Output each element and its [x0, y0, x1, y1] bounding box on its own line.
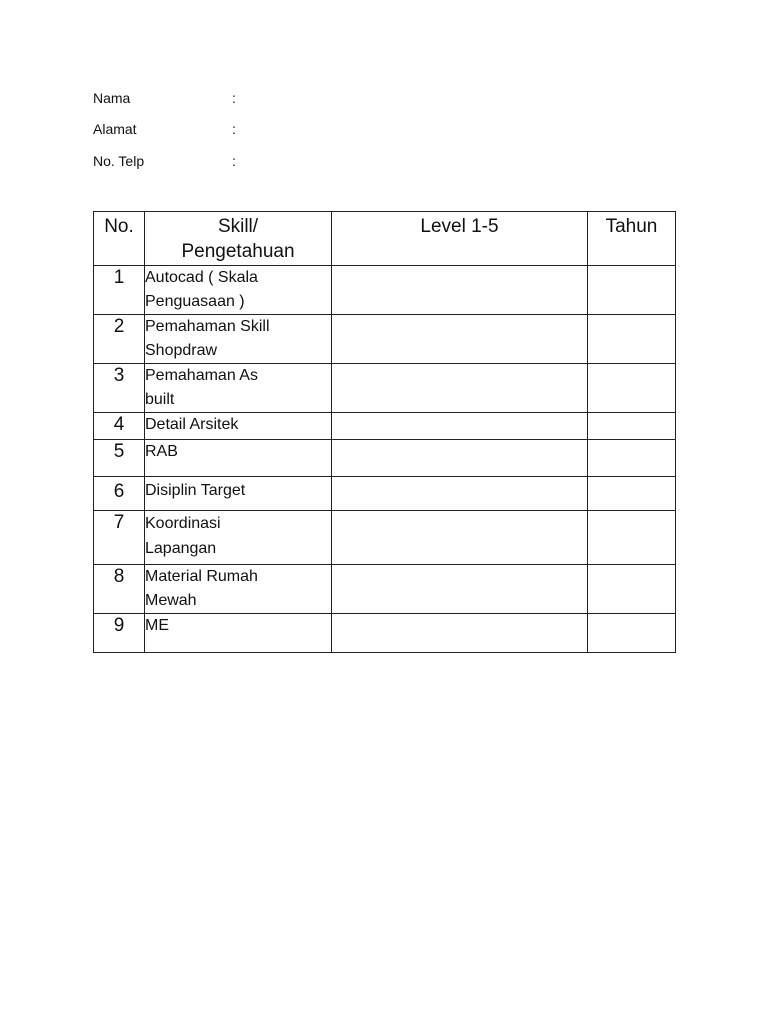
level-cell[interactable]	[332, 511, 588, 565]
skill-cell	[145, 364, 332, 413]
skill-line1: ME	[145, 617, 169, 634]
row-number: 7	[94, 511, 145, 565]
row-number: 2	[94, 315, 145, 364]
skill-cell	[145, 315, 332, 364]
skill-line1: Autocad ( Skala	[145, 269, 258, 286]
level-cell[interactable]	[332, 266, 588, 315]
skill-cell	[145, 565, 332, 614]
header-level: Level 1-5	[332, 212, 588, 266]
tahun-cell[interactable]	[588, 440, 676, 477]
row-number: 4	[94, 413, 145, 440]
row-number: 8	[94, 565, 145, 614]
row-number: 1	[94, 266, 145, 315]
table-header-row	[94, 212, 676, 266]
level-cell[interactable]	[332, 477, 588, 511]
skill-cell	[145, 413, 332, 440]
field-label-nama: Nama	[93, 90, 131, 106]
skill-line1: Disiplin Target	[145, 482, 246, 499]
level-cell[interactable]	[332, 413, 588, 440]
table-row	[94, 315, 676, 364]
skill-line1: Pemahaman Skill	[145, 318, 270, 335]
skill-line1: Pemahaman As	[145, 367, 258, 384]
level-cell[interactable]	[332, 565, 588, 614]
row-number: 9	[94, 614, 145, 653]
row-number: 3	[94, 364, 145, 413]
skill-cell	[145, 511, 332, 565]
table-row	[94, 440, 676, 477]
table-row	[94, 511, 676, 565]
tahun-cell[interactable]	[588, 477, 676, 511]
header-tahun: Tahun	[588, 212, 676, 266]
table-row	[94, 364, 676, 413]
tahun-cell[interactable]	[588, 266, 676, 315]
tahun-cell[interactable]	[588, 413, 676, 440]
skill-line1: Material Rumah	[145, 568, 258, 585]
skill-cell	[145, 440, 332, 477]
skill-line1: Koordinasi	[145, 515, 221, 532]
level-cell[interactable]	[332, 315, 588, 364]
header-no: No.	[94, 212, 145, 266]
level-cell[interactable]	[332, 440, 588, 477]
row-number: 5	[94, 440, 145, 477]
skill-line2: Penguasaan )	[145, 293, 245, 310]
header-skill-line1: Skill/	[217, 216, 259, 237]
table-row	[94, 477, 676, 511]
skill-line2: Lapangan	[145, 540, 217, 557]
skill-line1: RAB	[145, 443, 178, 460]
table-row	[94, 614, 676, 653]
header-skill-line2: Pengetahuan	[181, 241, 295, 262]
skill-cell	[145, 614, 332, 653]
field-colon-no-telp: :	[232, 153, 236, 169]
skill-table	[93, 211, 676, 653]
field-colon-alamat: :	[232, 121, 236, 137]
skill-cell	[145, 266, 332, 315]
skill-cell	[145, 477, 332, 511]
row-number: 6	[94, 477, 145, 511]
tahun-cell[interactable]	[588, 511, 676, 565]
table-row	[94, 565, 676, 614]
tahun-cell[interactable]	[588, 315, 676, 364]
skill-line2: Shopdraw	[145, 342, 218, 359]
level-cell[interactable]	[332, 364, 588, 413]
field-colon-nama: :	[232, 90, 236, 106]
tahun-cell[interactable]	[588, 364, 676, 413]
skill-line1: Detail Arsitek	[145, 416, 239, 433]
skill-line2: built	[145, 391, 175, 408]
tahun-cell[interactable]	[588, 565, 676, 614]
table-row	[94, 413, 676, 440]
tahun-cell[interactable]	[588, 614, 676, 653]
skill-line2: Mewah	[145, 592, 197, 609]
header-skill	[145, 212, 332, 266]
field-label-no-telp: No. Telp	[93, 153, 145, 169]
table-row	[94, 266, 676, 315]
field-label-alamat: Alamat	[93, 121, 137, 137]
level-cell[interactable]	[332, 614, 588, 653]
